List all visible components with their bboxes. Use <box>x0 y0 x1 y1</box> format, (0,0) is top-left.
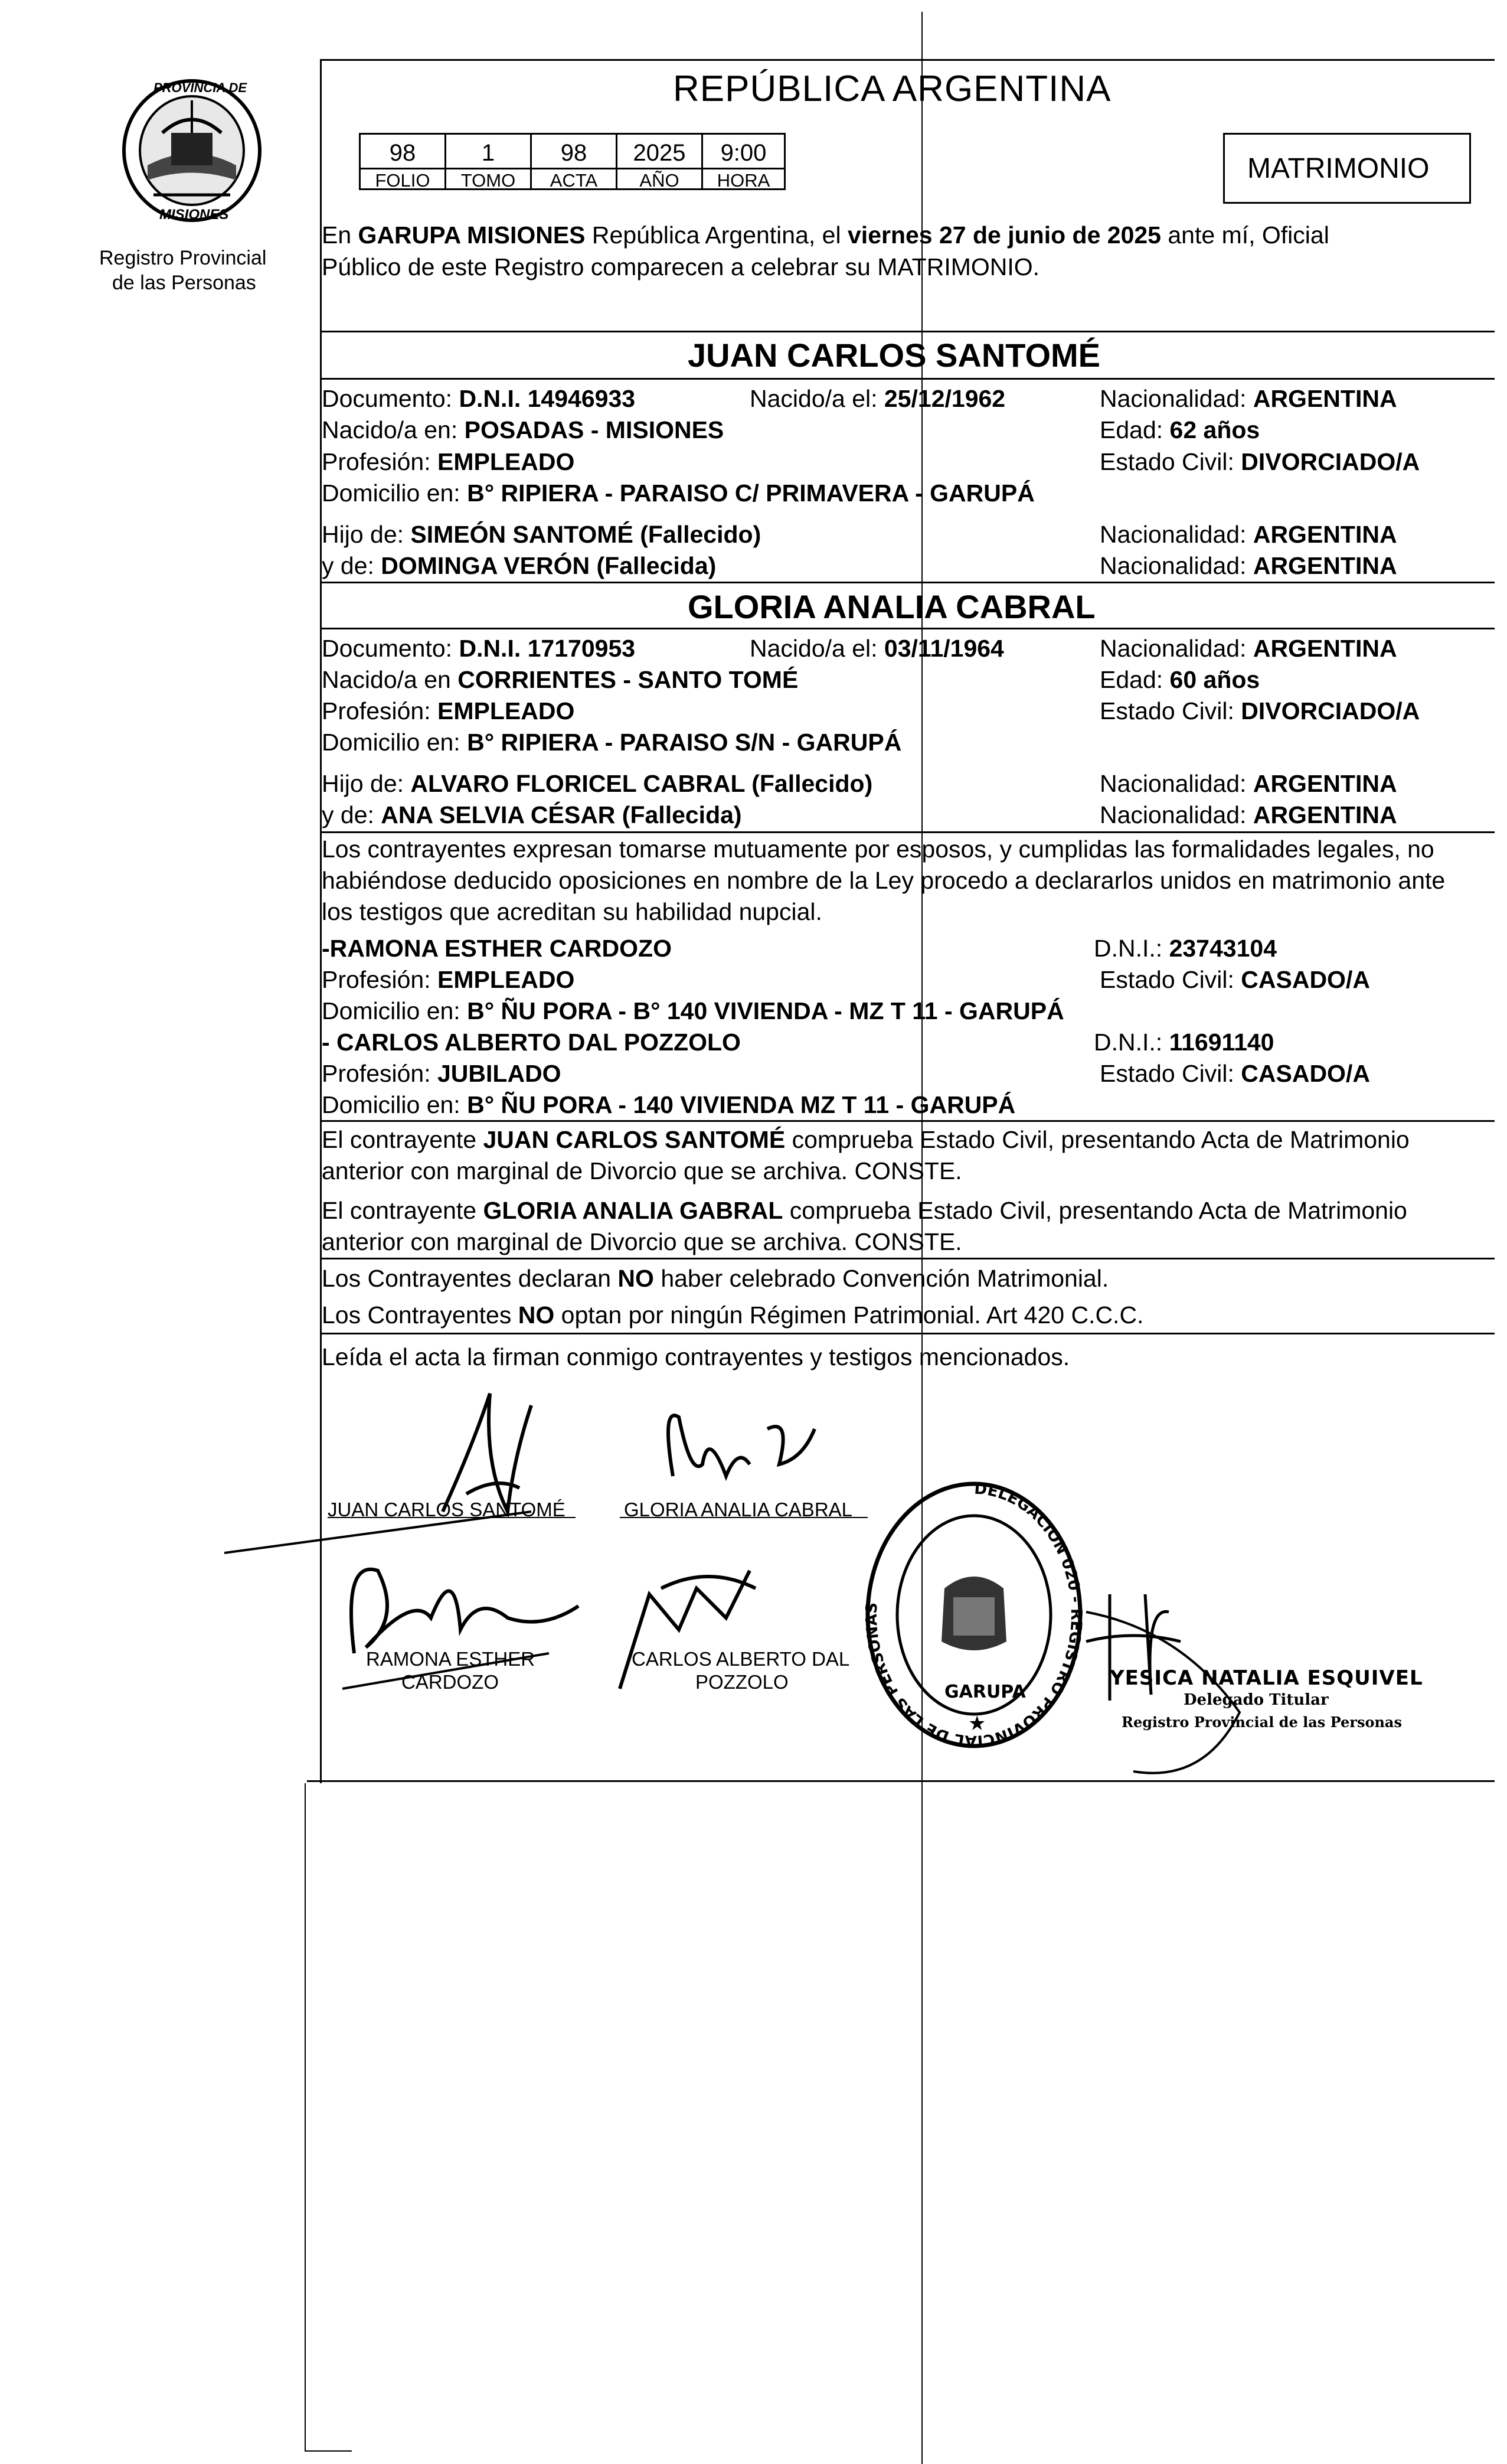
groom-birthplace-value: POSADAS - MISIONES <box>464 416 724 443</box>
note2-line2: anterior con marginal de Divorcio que se archiva. CONSTE. <box>322 1228 962 1255</box>
witness2-dni-label: D.N.I.: <box>1094 1029 1169 1056</box>
bride-civil-label: Estado Civil: <box>1100 697 1241 724</box>
lower-margin-line <box>305 1783 306 2450</box>
registry-name-line1: Registro Provincial <box>99 247 267 269</box>
bride-signature-name: GLORIA ANALIA CABRAL <box>624 1499 853 1520</box>
groom-father-nat-value: ARGENTINA <box>1253 521 1397 548</box>
note1-post: comprueba Estado Civil, presentando Acta de Matrimonio <box>785 1126 1410 1153</box>
seal-bottom-text: GARUPA <box>944 1682 1026 1702</box>
witness2-name-value: CARLOS ALBERTO DAL POZZOLO <box>336 1029 741 1056</box>
groom-father-value: SIMEÓN SANTOMÉ (Fallecido) <box>410 521 761 548</box>
bride-mother-label: y de: <box>322 801 381 828</box>
bottom-corner-dash <box>305 2450 352 2452</box>
convention1-pre: Los Contrayentes declaran <box>322 1265 618 1292</box>
groom-doc-value: D.N.I. 14946933 <box>459 385 636 412</box>
groom-civil-label: Estado Civil: <box>1100 448 1241 475</box>
note2-name: GLORIA ANALIA GABRAL <box>483 1197 783 1224</box>
bride-mother-value: ANA SELVIA CÉSAR (Fallecida) <box>381 801 742 828</box>
witness1-addr-value: B° ÑU PORA - B° 140 VIVIENDA - MZ T 11 - GARUPÁ <box>467 997 1064 1024</box>
witness1-civil-label: Estado Civil: <box>1100 966 1241 993</box>
groom-prof-value: EMPLEADO <box>437 448 575 475</box>
svg-text:★: ★ <box>968 1712 986 1735</box>
intro-pre: En <box>322 221 358 249</box>
declaration-line3: los testigos que acreditan su habilidad nupcial. <box>322 898 822 925</box>
witness2-prof-label: Profesión: <box>322 1060 437 1087</box>
registry-name-line2: de las Personas <box>112 272 256 294</box>
acta-value: 98 <box>530 133 617 169</box>
bride-civil-value: DIVORCIADO/A <box>1241 697 1420 724</box>
groom-addr-value: B° RIPIERA - PARAISO C/ PRIMAVERA - GARUPÁ <box>467 479 1035 507</box>
intro-date: viernes 27 de junio de 2025 <box>848 221 1161 249</box>
witness2-prof-value: JUBILADO <box>437 1060 561 1087</box>
note1-pre: El contrayente <box>322 1126 483 1153</box>
witness1-prof-label: Profesión: <box>322 966 437 993</box>
bride-addr-label: Domicilio en: <box>322 729 468 756</box>
witness2-civil-value: CASADO/A <box>1241 1060 1370 1087</box>
groom-addr-label: Domicilio en: <box>322 479 468 507</box>
hora-label: HORA <box>701 168 786 190</box>
bride-birthplace-value: CORRIENTES - SANTO TOMÉ <box>457 666 799 693</box>
bride-name: GLORIA ANALIA CABRAL <box>688 588 1096 625</box>
anio-value: 2025 <box>616 133 703 169</box>
note2-pre: El contrayente <box>322 1197 483 1224</box>
groom-age-label: Edad: <box>1100 416 1170 443</box>
bride-father-label: Hijo de: <box>322 770 411 797</box>
convention2-post: optan por ningún Régimen Patrimonial. Art 420 C.C.C. <box>554 1301 1144 1329</box>
witness1-dni-value: 23743104 <box>1169 935 1277 962</box>
tomo-value: 1 <box>444 133 532 169</box>
groom-mother-nat-label: Nacionalidad: <box>1100 552 1253 579</box>
bride-addr-value: B° RIPIERA - PARAISO S/N - GARUPÁ <box>467 729 902 756</box>
witness2-dni-value: 11691140 <box>1169 1029 1274 1056</box>
groom-prof-label: Profesión: <box>322 448 437 475</box>
witness1-prof-value: EMPLEADO <box>437 966 575 993</box>
bride-birthplace-label: Nacido/a en <box>322 666 458 693</box>
bride-prof-label: Profesión: <box>322 697 437 724</box>
intro-place: GARUPA MISIONES <box>358 221 586 249</box>
bride-doc-value: D.N.I. 17170953 <box>459 635 636 662</box>
doc-type: MATRIMONIO <box>1247 153 1430 184</box>
groom-nat-value: ARGENTINA <box>1253 385 1397 412</box>
bride-nat-value: ARGENTINA <box>1253 635 1397 662</box>
seal-icon <box>856 1470 1092 1754</box>
bride-nat-label: Nacionalidad: <box>1100 635 1253 662</box>
folio-value: 98 <box>359 133 446 169</box>
official-role: Delegado Titular <box>1184 1691 1329 1709</box>
witness2-addr-label: Domicilio en: <box>322 1091 468 1118</box>
groom-mother-label: y de: <box>322 552 381 579</box>
bride-mother-nat-label: Nacionalidad: <box>1100 801 1253 828</box>
convention2-bold: NO <box>518 1301 555 1329</box>
official-org: Registro Provincial de las Personas <box>1122 1714 1402 1731</box>
hora-value: 9:00 <box>701 133 786 169</box>
witness2-addr-value: B° ÑU PORA - 140 VIVIENDA MZ T 11 - GARUPÁ <box>467 1091 1016 1118</box>
bride-father-nat-label: Nacionalidad: <box>1100 770 1253 797</box>
groom-birthplace-label: Nacido/a en: <box>322 416 465 443</box>
bride-signature-mark <box>668 1415 815 1476</box>
official-seal <box>856 1470 1092 1754</box>
groom-age-value: 62 años <box>1169 416 1260 443</box>
declaration-line1: Los contrayentes expresan tomarse mutuamente por esposos, y cumplidas las formalidades legales, no <box>322 836 1434 863</box>
emblem-text-bottom: MISIONES <box>159 207 229 223</box>
witness2-name: - CARLOS ALBERTO DAL POZZOLO <box>322 1029 741 1056</box>
declaration-line2: habiéndose deducido oposiciones en nombre de la Ley procedo a declararlos unidos en matrimonio ante <box>322 867 1446 894</box>
emblem-text-top: PROVINCIA DE <box>153 80 247 95</box>
witness1-addr-label: Domicilio en: <box>322 997 468 1024</box>
bride-age-value: 60 años <box>1169 666 1260 693</box>
bride-born-label: Nacido/a el: <box>750 635 884 662</box>
folio-label: FOLIO <box>359 168 446 190</box>
groom-mother-nat-value: ARGENTINA <box>1253 552 1397 579</box>
groom-born-label: Nacido/a el: <box>750 385 884 412</box>
convention2-pre: Los Contrayentes <box>322 1301 518 1329</box>
witness2-signature-name-2: POZZOLO <box>695 1671 789 1693</box>
bride-prof-value: EMPLEADO <box>437 697 575 724</box>
groom-name: JUAN CARLOS SANTOMÉ <box>688 337 1101 374</box>
groom-civil-value: DIVORCIADO/A <box>1241 448 1420 475</box>
convention1-post: haber celebrado Convención Matrimonial. <box>653 1265 1109 1292</box>
bride-father-nat-value: ARGENTINA <box>1253 770 1397 797</box>
intro-line2: Público de este Registro comparecen a celebrar su MATRIMONIO. <box>322 253 1040 280</box>
intro-post: ante mí, Oficial <box>1161 221 1329 249</box>
witness1-signature-name-2: CARDOZO <box>401 1671 499 1693</box>
witness1-name: -RAMONA ESTHER CARDOZO <box>322 935 672 962</box>
page-title: REPÚBLICA ARGENTINA <box>673 68 1112 109</box>
divider-record-end <box>307 1780 1495 1782</box>
groom-mother-value: DOMINGA VERÓN (Fallecida) <box>381 552 717 579</box>
groom-signature-mark <box>443 1393 531 1512</box>
witness1-name-value: RAMONA ESTHER CARDOZO <box>329 935 672 962</box>
witness2-signature-name-1: CARLOS ALBERTO DAL <box>632 1648 850 1670</box>
bride-age-label: Edad: <box>1100 666 1170 693</box>
witness1-signature-name-1: RAMONA ESTHER <box>366 1648 535 1670</box>
groom-nat-label: Nacionalidad: <box>1100 385 1253 412</box>
groom-born-value: 25/12/1962 <box>884 385 1006 412</box>
anio-label: AÑO <box>616 168 703 190</box>
note1-line2: anterior con marginal de Divorcio que se archiva. CONSTE. <box>322 1157 962 1184</box>
closing-text: Leída el acta la firman conmigo contrayentes y testigos mencionados. <box>322 1343 1070 1370</box>
groom-father-label: Hijo de: <box>322 521 411 548</box>
groom-signature-name: JUAN CARLOS SANTOMÉ <box>328 1499 565 1520</box>
intro-mid: República Argentina, el <box>585 221 848 249</box>
acta-label: ACTA <box>530 168 617 190</box>
groom-doc-label: Documento: <box>322 385 459 412</box>
witness1-signature-mark <box>351 1569 578 1653</box>
witness2-civil-label: Estado Civil: <box>1100 1060 1241 1087</box>
seal-ring-text: DELEGACION 020 - REGISTRO PROVINCIAL DE LAS PERSONAS <box>862 1480 1085 1750</box>
note1-name: JUAN CARLOS SANTOMÉ <box>483 1126 786 1153</box>
groom-father-nat-label: Nacionalidad: <box>1100 521 1253 548</box>
note2-post: comprueba Estado Civil, presentando Acta de Matrimonio <box>783 1197 1407 1224</box>
official-name: YESICA NATALIA ESQUIVEL <box>1110 1666 1423 1690</box>
bride-doc-label: Documento: <box>322 635 459 662</box>
witness1-civil-value: CASADO/A <box>1241 966 1370 993</box>
bride-father-value: ALVARO FLORICEL CABRAL (Fallecido) <box>410 770 873 797</box>
witness1-dni-label: D.N.I.: <box>1094 935 1169 962</box>
bride-born-value: 03/11/1964 <box>884 635 1004 662</box>
convention1-bold: NO <box>617 1265 654 1292</box>
bride-mother-nat-value: ARGENTINA <box>1253 801 1397 828</box>
tomo-label: TOMO <box>444 168 532 190</box>
